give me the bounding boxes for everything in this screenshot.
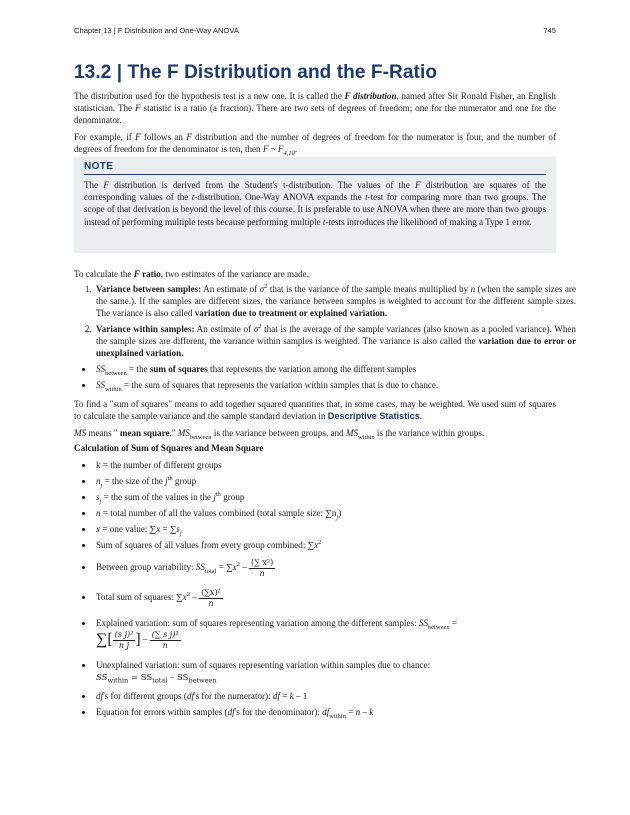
list-item-sj: • $s_j$ = the sum of the values in the $j^{th}$ group [94,491,576,503]
f-ratio-intro: To calculate the F ratio, two estimates of the variance are made. [74,269,309,279]
explained-fraction-1: $\frac{\text{(s j)²}}{\text{n j}}$ [114,630,134,650]
explained-fraction-2: $\frac{\text{(∑ s j)²}}{n}$ [151,630,179,650]
list-item-sum-of-squares: • Sum of squares of all values from every group combined: $\sum x^2$ [94,539,576,551]
mean-square-paragraph: MS means " mean square." $MS_{between}$ is the variance between groups, and $MS_{within}$ is the variance within groups. [74,428,485,441]
list-item-n: • n = total number of all the values combined (total sample size: $\sum n_j$) [94,507,576,519]
list-item-variance-within: 2. Variance within samples: An estimate of $\sigma^2$ that is the average of the sample variances (also known as a pooled variance). When the sample sizes are different, the variance within samples is weighted. The variance is also called the variation due to error or unexplained variation. [94,323,576,359]
summation-symbol: ∑ [96,631,108,648]
list-item-df-denominator: • Equation for errors within samples (df's for the denominator): $df_{within} = n - k$ [94,706,576,718]
variance-estimates-list [74,283,576,363]
list-item-k: • k = the number of different groups [94,459,576,471]
section-title: 13.2 | The F Distribution and the F-Ratio [74,62,438,83]
note-title: NOTE [84,161,114,172]
list-item-df-numerator: • df's for different groups (df's for the numerator): df = k – 1 [94,690,576,702]
list-item-between-variability: • Between group variability: $SS_{total} = \sum x^2$ – $\frac{\text{(∑ x²)}}{n}$ [94,557,576,579]
list-item-unexplained-variation: • Unexplained variation: sum of squares representing variation within samples due to chance: $SS_{within} = SS_{total} - SS_{between}$ [94,659,576,684]
ss-definitions-list [74,363,576,395]
running-header [74,26,556,35]
chapter-title: Chapter 13 | F Distribution and One-Way ANOVA [74,26,239,35]
list-item-variance-between: 1. Variance between samples: An estimate of $\sigma^2$ that is the variance of the sample means multiplied by n (when the sample sizes are the same.). If the samples are different sizes, the variance between samples is weighted to account for the different sample sizes. The variance is also called variation due to treatment or explained variation. [94,283,576,319]
list-item-ss-between: • $SS_{between}$ = the sum of squares that represents the variation among the different samples [94,363,576,375]
note-divider [84,174,546,175]
note-text: The F distribution is derived from the Student's t-distribution. The values of the F distribution are squares of the corresponding values of the t-distribution. One-Way ANOVA expands the t-test for comparing more than two groups. The scope of that derivation is beyond the level of this course. It is preferable to use ANOVA when there are more than two groups instead of performing multiple tests because performing multiple t-tests introduces the likelihood of making a Type 1 error. [84,180,546,227]
calculation-heading: Calculation of Sum of Squares and Mean Square [74,443,264,453]
between-fraction: $\frac{\text{(∑ x²)}}{n}$ [250,558,274,578]
intro-paragraph-2: For example, if F follows an F distribution and the number of degrees of freedom for the numerator is four, and the number of degrees of freedom for the denominator is ten, then F ~ $F_{4,10}$. [74,132,556,157]
list-item-x: • x = one value: $\sum x = \sum s_j$ [94,523,576,535]
list-item-total-sum-of-squares: • Total sum of squares: $\sum x^2$ – $\frac{\text{(∑x)²}}{n}$ [94,587,576,609]
page-number: 745 [543,26,556,35]
descriptive-statistics-link[interactable]: Descriptive Statistics [327,411,420,421]
calculation-list [74,459,576,722]
list-item-explained-variation: • Explained variation: sum of squares representing variation among the different samples: $SS_{between}$ = ∑[ $\frac{\text{(s j)²}}{\text{n j}}$ ] – $\frac{\text{(∑ s j)²}}{n}$ [94,617,576,651]
list-item-ss-within: • $SS_{within}$ = the sum of squares that represents the variation within samples that is due to chance. [94,379,576,391]
note-box [74,157,556,253]
sum-of-squares-paragraph: To find a "sum of squares" means to add together squared quantities that, in some cases, may be weighted. We used sum of squares to calculate the sample variance and the sample standard deviation in Descriptive Statistics. [74,399,556,421]
intro-paragraph-1: The distribution used for the hypothesis test is a new one. It is called the F distribution, named after Sir Ronald Fisher, an English statistician. The F statistic is a ratio (a fraction). There are two sets of degrees of freedom; one for the numerator and one for the denominator. [74,91,557,125]
list-item-nj: • $n_j$ = the size of the $j^{th}$ group [94,475,576,487]
total-fraction: $\frac{\text{(∑x)²}}{n}$ [201,588,221,608]
